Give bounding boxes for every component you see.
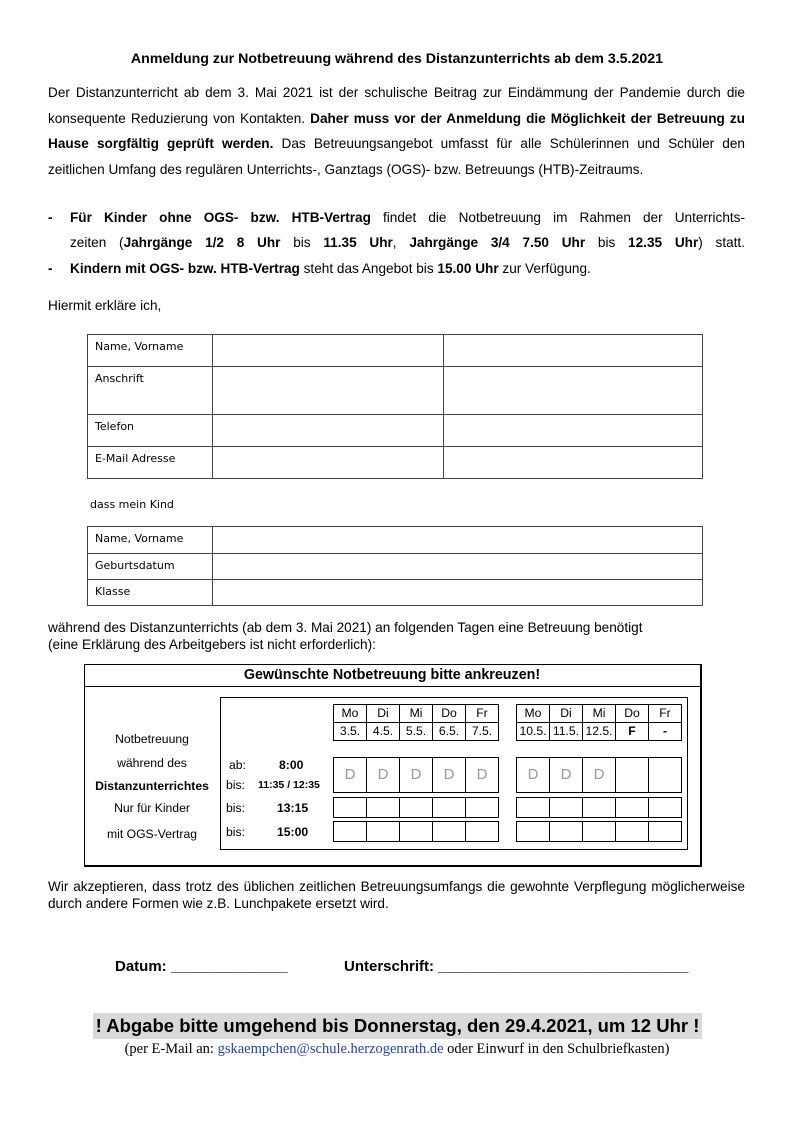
row3-time: 15:00 (277, 825, 309, 839)
week1-row1-checkbox[interactable]: D (465, 757, 499, 793)
week2-day-header: Mi (582, 704, 616, 723)
row3-label: bis: (226, 825, 245, 839)
week1-day-header: Fr (465, 704, 499, 723)
week1-day-header: Mi (399, 704, 433, 723)
week2-day-header: Do (615, 704, 649, 723)
week2-row1-checkbox[interactable] (615, 757, 649, 793)
address-field-2[interactable] (444, 367, 703, 415)
left-line-4: Nur für Kinder (114, 801, 190, 815)
week1-row3-checkbox[interactable] (333, 821, 367, 842)
week1-row2-checkbox[interactable] (465, 797, 499, 818)
bullet-1-b4: Jahrgänge 3/4 7.50 Uhr (409, 235, 586, 250)
week2-row2-checkbox[interactable] (615, 797, 649, 818)
footer-note (0, 1041, 794, 1058)
week2-row1-checkbox[interactable]: D (582, 757, 616, 793)
row1-time-to: 11:35 / 12:35 (258, 779, 320, 791)
week2-date-header: 11.5. (549, 722, 583, 741)
week1-row2-checkbox[interactable] (399, 797, 433, 818)
week1-row2-checkbox[interactable] (432, 797, 466, 818)
week1-date-header: 3.5. (333, 722, 367, 741)
child-info-table (87, 526, 703, 606)
week2-day-header: Fr (648, 704, 682, 723)
week2-row2-checkbox[interactable] (516, 797, 550, 818)
week1-date-header: 7.5. (465, 722, 499, 741)
week2-row2-checkbox[interactable] (648, 797, 682, 818)
week2-row2-checkbox[interactable] (549, 797, 583, 818)
intro-paragraph (48, 80, 745, 182)
bullet-1-t2: zeiten ( (70, 235, 124, 250)
parent-name-field[interactable] (213, 335, 444, 367)
acceptance-paragraph: Wir akzeptieren, dass trotz des üblichen zeitlichen Betreuungsumfangs die gewohnte Verpflegung möglicherweise durch andere Formen wie z.B. Lunchpakete ersetzt wird. (48, 879, 745, 911)
week1-row1-checkbox[interactable]: D (432, 757, 466, 793)
address-label: Anschrift (88, 367, 213, 415)
week2-row1-checkbox[interactable] (648, 757, 682, 793)
week1-row1-checkbox[interactable]: D (366, 757, 400, 793)
page-title: Anmeldung zur Notbetreuung während des Distanzunterrichts ab dem 3.5.2021 (130, 51, 664, 67)
week2-row3-checkbox[interactable] (582, 821, 616, 842)
bullet-dash: - (48, 210, 53, 225)
address-field[interactable] (213, 367, 444, 415)
days-line-1: während des Distanzunterrichts (ab dem 3. Mai 2021) an folgenden Tagen eine Betreuung benötigt (48, 620, 643, 635)
row2-time: 13:15 (277, 801, 309, 815)
row2-label: bis: (226, 801, 245, 815)
week2-row2-checkbox[interactable] (582, 797, 616, 818)
week2-date-header: 10.5. (516, 722, 550, 741)
left-line-5: mit OGS-Vertrag (106, 827, 198, 841)
child-name-label: Name, Vorname (88, 527, 213, 554)
week2-date-header: - (648, 722, 682, 741)
birthdate-field[interactable] (213, 554, 703, 580)
phone-field[interactable] (213, 415, 444, 447)
bullet-2-text: steht das Angebot bis (299, 261, 438, 276)
left-line-3: Distanzunterrichtes (95, 779, 209, 793)
week1-row2-checkbox[interactable] (333, 797, 367, 818)
phone-field-2[interactable] (444, 415, 703, 447)
parent-name-label: Name, Vorname (88, 335, 213, 367)
class-label: Klasse (88, 580, 213, 606)
bullet-1-line-1 (70, 205, 745, 230)
bullet-1-t5: bis (585, 235, 629, 250)
week1-date-header: 4.5. (366, 722, 400, 741)
date-label: Datum: ______________ (115, 958, 288, 975)
week2-row3-checkbox[interactable] (516, 821, 550, 842)
week2-row3-checkbox[interactable] (615, 821, 649, 842)
week2-row1-checkbox[interactable]: D (549, 757, 583, 793)
class-field[interactable] (213, 580, 703, 606)
week1-day-header: Mo (333, 704, 367, 723)
deadline-banner: ! Abgabe bitte umgehend bis Donnerstag, den 29.4.2021, um 12 Uhr ! (93, 1013, 702, 1039)
email-link[interactable]: gskaempchen@schule.herzogenrath.de (217, 1041, 444, 1057)
intro-bold: Daher muss vor der Anmeldung die Möglichkeit der Betreuung zu Hause sorgfältig geprüft werden. (48, 110, 745, 151)
footer-pre: (per E-Mail an: (124, 1041, 218, 1057)
email-label: E-Mail Adresse (88, 447, 213, 479)
week2-row3-checkbox[interactable] (648, 821, 682, 842)
week1-row3-checkbox[interactable] (366, 821, 400, 842)
intro-text-2: Das Betreuungsangebot umfasst für alle Schülerinnen und Schüler den zeitlichen Umfang des regulären Unterrichts-, Ganztags (OGS)- bzw. Betreuungs (HTB)-Zeitraums. (48, 136, 745, 177)
footer-post: oder Einwurf in den Schulbriefkasten) (443, 1041, 670, 1057)
declaration-intro: Hiermit erkläre ich, (48, 298, 162, 313)
left-line-1: Notbetreuung (115, 732, 189, 746)
phone-label: Telefon (88, 415, 213, 447)
child-name-field[interactable] (213, 527, 703, 554)
days-line-2: (eine Erklärung des Arbeitgebers ist nicht erforderlich): (48, 637, 376, 652)
signature-label: Unterschrift: ______________________________ (344, 958, 689, 975)
bullet-1 (48, 205, 745, 255)
week2-day-header: Mo (516, 704, 550, 723)
bullet-1-b5: 12.35 Uhr (628, 235, 699, 250)
week1-row2-checkbox[interactable] (366, 797, 400, 818)
week1-day-header: Do (432, 704, 466, 723)
week2-day-header: Di (549, 704, 583, 723)
bullet-2-line (70, 256, 745, 281)
bullet-1-text: findet die Notbetreuung im Rahmen der Unterrichts- (370, 210, 745, 225)
week1-day-header: Di (366, 704, 400, 723)
bullet-1-b2: Jahrgänge 1/2 8 Uhr (123, 235, 281, 250)
intro-text-1: Der Distanzunterricht ab dem 3. Mai 2021 ist der schulische Beitrag zur Eindämmung der Pandemie durch die konsequente Reduzierung von Kontakten. (48, 85, 745, 126)
row1-label-to: bis: (226, 778, 245, 792)
week2-date-header: 12.5. (582, 722, 616, 741)
email-field[interactable] (213, 447, 444, 479)
week1-row3-checkbox[interactable] (399, 821, 433, 842)
bullet-1-t3: bis (280, 235, 324, 250)
bullet-2-bold: Kindern mit OGS- bzw. HTB-Vertrag (70, 261, 300, 276)
week1-row1-checkbox[interactable]: D (399, 757, 433, 793)
birthdate-label: Geburtsdatum (88, 554, 213, 580)
week1-row3-checkbox[interactable] (465, 821, 499, 842)
week2-date-header: F (615, 722, 649, 741)
week1-date-header: 6.5. (432, 722, 466, 741)
bullet-dash: - (48, 261, 53, 276)
week2-row1-checkbox[interactable]: D (516, 757, 550, 793)
bullet-1-bold: Für Kinder ohne OGS- bzw. HTB-Vertrag (70, 210, 371, 225)
week2-row3-checkbox[interactable] (549, 821, 583, 842)
days-paragraph (48, 619, 745, 653)
row1-time-from: 8:00 (279, 758, 304, 772)
bullet-1-line-2 (70, 230, 745, 255)
bullet-2-b2: 15.00 Uhr (437, 261, 499, 276)
parent-name-field-2[interactable] (444, 335, 703, 367)
week1-date-header: 5.5. (399, 722, 433, 741)
email-field-2[interactable] (444, 447, 703, 479)
row1-label-from: ab: (229, 758, 246, 772)
bullet-1-t6: ) statt. (698, 235, 745, 250)
care-grid-heading: Gewünschte Notbetreuung bitte ankreuzen! (84, 664, 700, 687)
bullet-1-b3: 11.35 Uhr (323, 235, 393, 250)
week1-row3-checkbox[interactable] (432, 821, 466, 842)
parent-info-table (87, 334, 703, 479)
left-line-2: während des (117, 756, 187, 770)
child-intro: dass mein Kind (90, 498, 174, 511)
bullet-2 (48, 256, 745, 281)
bullet-2-t2: zur Verfügung. (498, 261, 591, 276)
week1-row1-checkbox[interactable]: D (333, 757, 367, 793)
bullet-1-t4: , (392, 235, 410, 250)
